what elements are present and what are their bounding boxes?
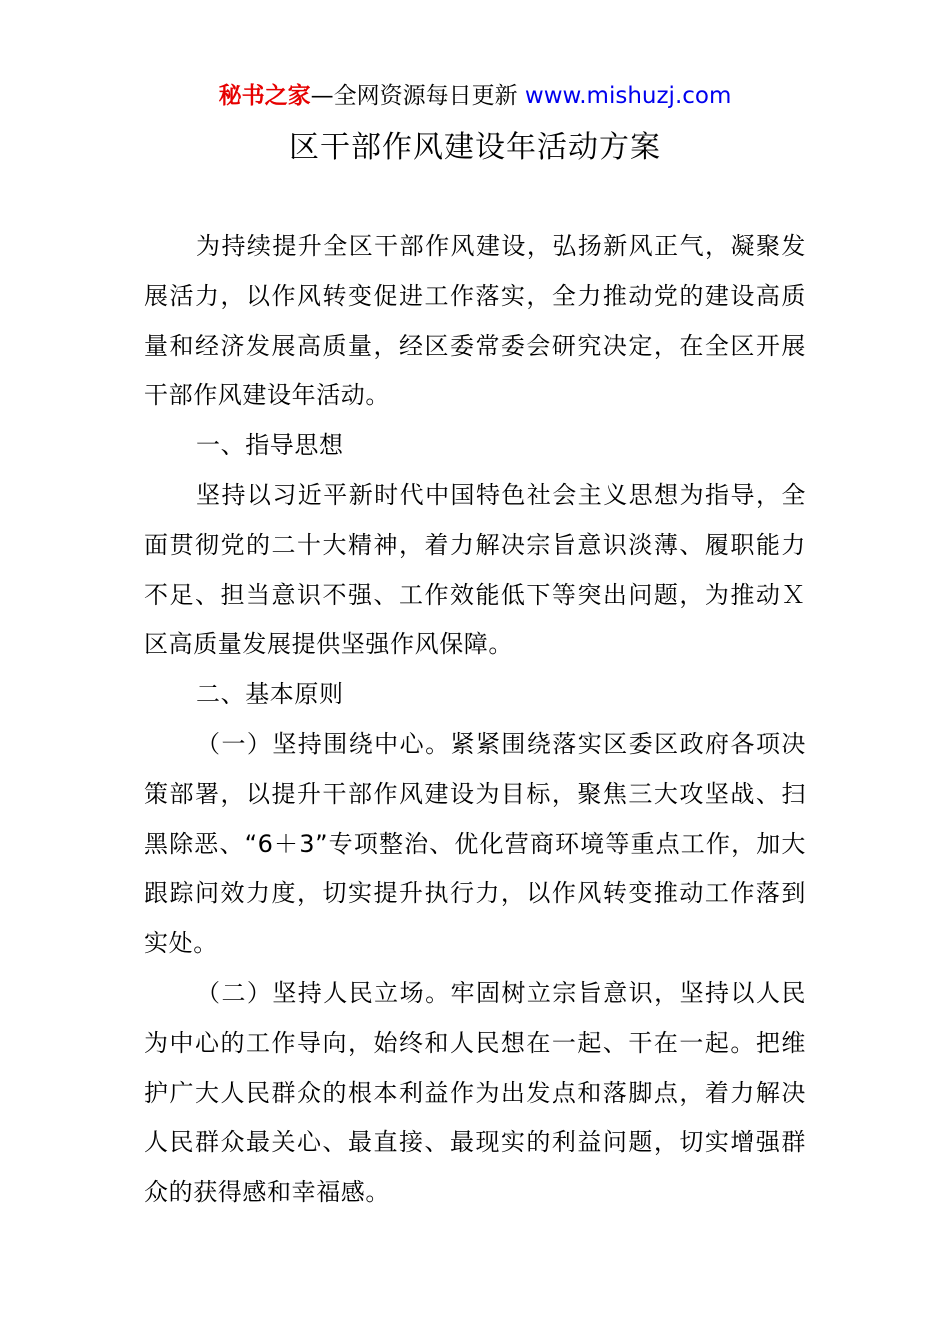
guiding-ideology-paragraph: 坚持以习近平新时代中国特色社会主义思想为指导，全面贯彻党的二十大精神，着力解决宗旨意识淡薄、履职能力不足、担当意识不强、工作效能低下等突出问题，为推动Ｘ区高质量发展提供坚强作风保障。 <box>144 480 806 659</box>
section-heading-guiding-ideology: 一、指导思想 <box>196 431 344 460</box>
brand-name: 秘书之家 <box>218 83 311 109</box>
banner-slogan: —全网资源每日更新 <box>310 83 518 109</box>
principle-one-paragraph: （一）坚持围绕中心。紧紧围绕落实区委区政府各项决策部署，以提升干部作风建设为目标，聚焦三大攻坚战、扫黑除恶、“6＋3”专项整治、优化营商环境等重点工作，加大跟踪问效力度，切实提升执行力，以作风转变推动工作落到实处。 <box>144 729 806 958</box>
principle-two-paragraph: （二）坚持人民立场。牢固树立宗旨意识，坚持以人民为中心的工作导向，始终和人民想在一起、干在一起。把维护广大人民群众的根本利益作为出发点和落脚点，着力解决人民群众最关心、最直接、最现实的利益问题，切实增强群众的获得感和幸福感。 <box>144 978 806 1207</box>
document-title: 区干部作风建设年活动方案 <box>289 130 661 165</box>
intro-paragraph: 为持续提升全区干部作风建设，弘扬新风正气，凝聚发展活力，以作风转变促进工作落实，全力推动党的建设高质量和经济发展高质量，经区委常委会研究决定，在全区开展干部作风建设年活动。 <box>144 232 806 410</box>
site-banner <box>0 80 950 112</box>
section-heading-basic-principles: 二、基本原则 <box>196 680 344 709</box>
document-body <box>144 222 806 1218</box>
site-url-link[interactable]: www.mishuzj.com <box>524 83 732 109</box>
